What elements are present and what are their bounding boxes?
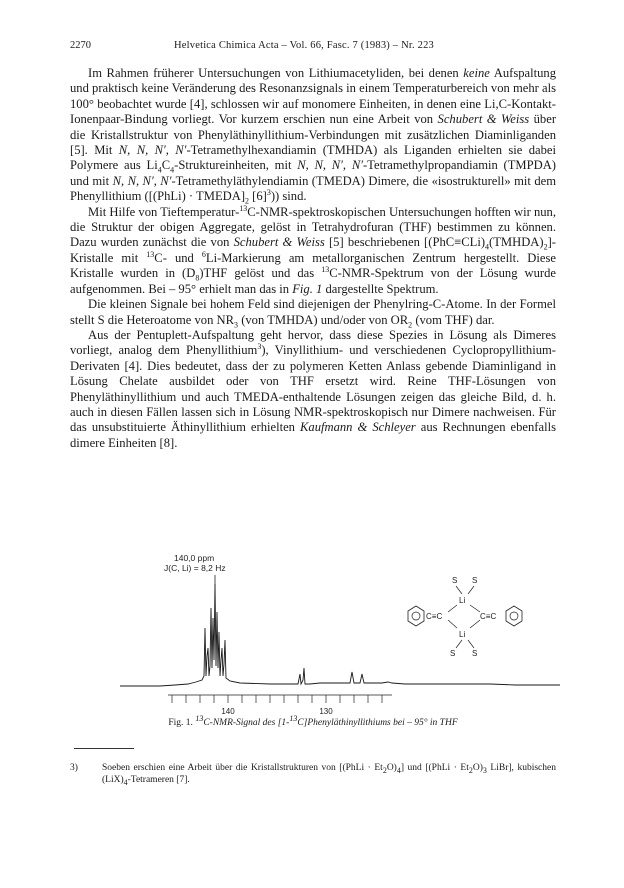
page-number: 2270 [70, 40, 91, 51]
text-run: N, N, N′, N′ [297, 158, 363, 173]
text-run: 3 [257, 342, 262, 352]
text-run: )THF gelöst und das [199, 266, 322, 281]
text-run: 2 [382, 765, 387, 775]
text-run: Li-Markierung am metallorganischen Zentrum hergestellt. Diese Kristalle wurden in (D [70, 250, 556, 281]
paragraph [70, 205, 556, 297]
nmr-figure [120, 548, 560, 730]
text-run: 8 [195, 273, 200, 283]
text-run: C-NMR-spektroskopischen Untersuchungen hofften wir nun, die Struktur der obigen Aggregate, gelöst in Tetrahydrofuran (THF) bestimmen zu können. Dazu wurden zunächst die von [70, 204, 556, 250]
text-run: N, N, N′, N′ [112, 173, 172, 188]
text-run: -Tetramethylpropandiamin (TMPDA) und mit [70, 158, 556, 188]
text-run: Aufspaltung und praktisch keine Veränderung des Resonanzsignals in einem Temperaturbereich von mehr als 100° beobachtet wurde [4], schlossen wir auf monomere Einheiten, in denen eine Li,C-Kontakt-Ionenpaar-Bindung vorliegt. Vor kurzem erschien nun eine Arbeit von [70, 66, 556, 127]
text-run: aus Rechnungen ebenfalls dimere Einheiten [8]. [70, 420, 556, 450]
text-run: (von TMHDA) und/oder von OR [238, 312, 409, 327]
spectrum-trace [120, 584, 560, 686]
text-run: N, N, N′, N′ [118, 143, 187, 158]
text-run: 2 [468, 765, 473, 775]
text-run: C- und [154, 250, 202, 265]
text-run: Die kleinen Signale bei hohem Feld sind diejenigen der Phenylring-C-Atome. In der Formel stellt S die Heteroatome von NR [70, 297, 556, 327]
text-run: )) sind. [270, 189, 307, 204]
ligand-s-bottom-left: S [450, 649, 456, 658]
text-run: 4 [170, 165, 175, 175]
text-run: [6] [249, 189, 267, 204]
text-run: 3 [234, 320, 239, 330]
text-run: 4 [123, 777, 128, 787]
figure-caption [70, 713, 556, 728]
text-run: Schubert & Weiss [437, 112, 530, 127]
text-run: ]-Kristalle mit [70, 235, 556, 265]
text-run: O) [386, 763, 397, 773]
text-run: C-NMR-Spektrum von der Lösung wurde aufgenommen. Bei – 95° erhielt man das in [70, 266, 556, 296]
axis-label-130: 130 [319, 707, 333, 716]
footnote-text [102, 762, 556, 786]
paragraph [70, 297, 556, 328]
text-run: keine [463, 66, 490, 80]
text-run: ), Vinyllithium- und verschiedenen Cyclopropyllithium-Derivaten [4]. Dies bedeutet, dass der zu polymeren Ketten Anlass gebende Diaminligand in Lösung Chelate ausbildet oder von THF ersetzt wird. Reine THF-Lösungen von Phenyläthinyllithium und auch TMEDA-enthaltende Lösungen zeigen das gleiche Bild, d. h. auch in diesen Fällen lassen sich in Lösung NMR-spektroskopisch nur Dimere nachweisen. Für das unsubstituierte Äthinyllithium erhielten [70, 343, 556, 435]
text-run: 2 [543, 242, 548, 252]
text-run: 13 [146, 249, 155, 259]
text-run: über die Kristallstruktur von Phenyläthinyllithium-Verbindungen mit zusätzlichen Diaminliganden [5]. Mit [70, 112, 557, 158]
text-run: (TMHDA) [489, 235, 544, 250]
text-run: -Tetrameren [7]. [127, 775, 190, 785]
text-run: Fig. 1. [168, 718, 196, 728]
dimer-structure-formula [408, 576, 522, 658]
coupling-constant-label: J(C, Li) = 8,2 Hz [164, 563, 226, 573]
text-run: LiBr], kubischen (LiX) [102, 763, 556, 785]
phenyl-ring-left [408, 606, 424, 626]
text-run: -Tetramethylhexandiamin (TMHDA) als Liganden erhielten sie dabei Polymere aus Li [70, 143, 556, 173]
alkyne-bond-left: C≡C [426, 612, 443, 621]
running-header [70, 40, 556, 54]
text-run: (vom THF) dar. [412, 312, 495, 327]
paragraph [70, 66, 556, 205]
journal-header: Helvetica Chimica Acta – Vol. 66, Fasc. 7 (1983) – Nr. 223 [174, 40, 434, 51]
alkyne-bond-right: C≡C [480, 612, 497, 621]
text-run: Im Rahmen früherer Untersuchungen von Lithiumacetyliden, bei denen [88, 66, 464, 80]
text-run: -Tetramethyläthylendiamin (TMEDA) Dimere, die «isostrukturell» mit dem Phenyllithium ([(PhLi) · TMEDA] [70, 173, 557, 204]
text-run: 4 [157, 165, 162, 175]
text-run: C [161, 158, 171, 173]
text-run: C-NMR-Signal des [1- [203, 718, 290, 728]
text-run: 13 [195, 713, 204, 723]
text-run: dargestellte Spektrum. [322, 281, 439, 296]
ligand-s-top-right: S [472, 576, 478, 585]
lithium-bottom: Li [459, 630, 466, 639]
text-run: 2 [408, 320, 413, 330]
peak-position-label: 140,0 ppm [174, 553, 215, 563]
text-run: C]Phenyläthinyllithiums bei – 95° in THF [297, 718, 458, 728]
text-run: O) [472, 763, 483, 773]
text-run: Kaufmann & Schleyer [300, 420, 416, 435]
ligand-s-bottom-right: S [472, 649, 478, 658]
text-run: Soeben erschien eine Arbeit über die Kristallstrukturen von [(PhLi · Et [102, 763, 383, 773]
text-run: Fig. 1 [292, 281, 323, 296]
lithium-top: Li [459, 596, 466, 605]
text-run: [5] beschriebenen [(PhC≡CLi) [324, 235, 486, 250]
text-run: 4 [396, 765, 401, 775]
phenyl-ring-right [506, 606, 522, 626]
text-run: 2 [245, 196, 250, 206]
text-run: 6 [201, 249, 206, 259]
text-run: Mit Hilfe von Tieftemperatur- [88, 204, 240, 219]
text-run: -Struktureinheiten, mit [174, 158, 298, 173]
footnote-mark: 3) [70, 763, 78, 773]
text-run: 13 [239, 203, 248, 213]
text-run: 3 [482, 765, 487, 775]
text-run: 4 [485, 242, 490, 252]
footnote-divider [74, 748, 134, 749]
text-run: 3 [266, 188, 271, 198]
x-axis-ticks [172, 695, 382, 703]
text-run: 13 [321, 265, 330, 275]
ligand-s-top-left: S [452, 576, 458, 585]
text-run: Aus der Pentuplett-Aufspaltung geht hervor, dass diese Spezies in Lösung als Dimeres vorliegt, analog dem Phenyllithium [70, 327, 556, 358]
text-run: Schubert & Weiss [233, 235, 325, 250]
text-run: ] und [(PhLi · Et [400, 763, 469, 773]
text-run: 13 [289, 713, 298, 723]
axis-label-140: 140 [221, 707, 235, 716]
paragraph [70, 328, 556, 451]
article-body [70, 66, 556, 451]
